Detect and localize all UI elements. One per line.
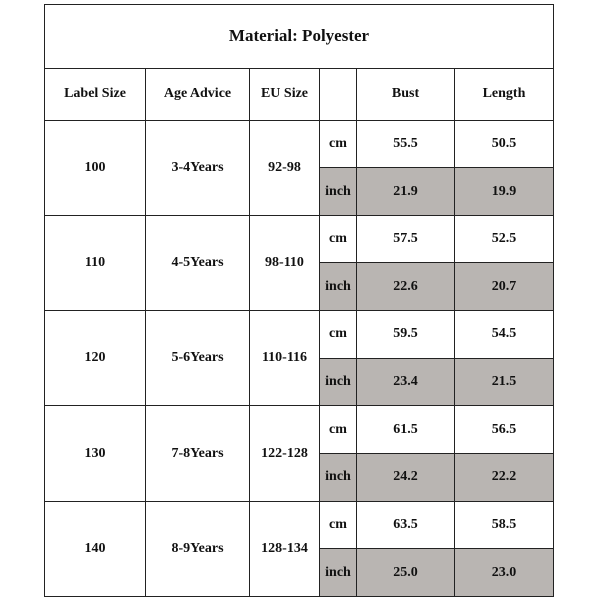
label-size-cell: 100 bbox=[45, 120, 146, 215]
header-age-advice: Age Advice bbox=[146, 68, 250, 120]
bust-inch-cell: 21.9 bbox=[357, 168, 455, 216]
bust-cm-cell: 59.5 bbox=[357, 311, 455, 359]
bust-cm-cell: 63.5 bbox=[357, 501, 455, 549]
age-advice-cell: 3-4Years bbox=[146, 120, 250, 215]
header-row bbox=[45, 68, 554, 120]
age-advice-cell: 5-6Years bbox=[146, 311, 250, 406]
label-size-cell: 120 bbox=[45, 311, 146, 406]
length-cm-cell: 58.5 bbox=[455, 501, 554, 549]
eu-size-cell: 110-116 bbox=[250, 311, 320, 406]
length-inch-cell: 23.0 bbox=[455, 549, 554, 597]
eu-size-cell: 122-128 bbox=[250, 406, 320, 501]
header-length: Length bbox=[455, 68, 554, 120]
bust-cm-cell: 57.5 bbox=[357, 215, 455, 263]
length-inch-cell: 22.2 bbox=[455, 454, 554, 502]
unit-inch-cell: inch bbox=[320, 549, 357, 597]
age-advice-cell: 7-8Years bbox=[146, 406, 250, 501]
length-inch-cell: 21.5 bbox=[455, 358, 554, 406]
bust-inch-cell: 25.0 bbox=[357, 549, 455, 597]
bust-cm-cell: 55.5 bbox=[357, 120, 455, 168]
bust-cm-cell: 61.5 bbox=[357, 406, 455, 454]
eu-size-cell: 128-134 bbox=[250, 501, 320, 596]
header-bust: Bust bbox=[357, 68, 455, 120]
unit-inch-cell: inch bbox=[320, 168, 357, 216]
label-size-cell: 110 bbox=[45, 215, 146, 310]
label-size-cell: 140 bbox=[45, 501, 146, 596]
eu-size-cell: 92-98 bbox=[250, 120, 320, 215]
length-cm-cell: 52.5 bbox=[455, 215, 554, 263]
unit-cm-cell: cm bbox=[320, 311, 357, 359]
length-cm-cell: 56.5 bbox=[455, 406, 554, 454]
length-cm-cell: 54.5 bbox=[455, 311, 554, 359]
age-advice-cell: 4-5Years bbox=[146, 215, 250, 310]
size-row-cm bbox=[45, 501, 554, 549]
bust-inch-cell: 23.4 bbox=[357, 358, 455, 406]
age-advice-cell: 8-9Years bbox=[146, 501, 250, 596]
label-size-cell: 130 bbox=[45, 406, 146, 501]
unit-inch-cell: inch bbox=[320, 358, 357, 406]
header-eu-size: EU Size bbox=[250, 68, 320, 120]
eu-size-cell: 98-110 bbox=[250, 215, 320, 310]
unit-cm-cell: cm bbox=[320, 120, 357, 168]
bust-inch-cell: 22.6 bbox=[357, 263, 455, 311]
unit-inch-cell: inch bbox=[320, 454, 357, 502]
size-chart-table bbox=[44, 4, 554, 597]
unit-inch-cell: inch bbox=[320, 263, 357, 311]
header-label-size: Label Size bbox=[45, 68, 146, 120]
unit-cm-cell: cm bbox=[320, 215, 357, 263]
size-row-cm bbox=[45, 120, 554, 168]
unit-cm-cell: cm bbox=[320, 406, 357, 454]
size-row-cm bbox=[45, 215, 554, 263]
length-inch-cell: 20.7 bbox=[455, 263, 554, 311]
header-unit bbox=[320, 68, 357, 120]
size-row-cm bbox=[45, 406, 554, 454]
unit-cm-cell: cm bbox=[320, 501, 357, 549]
size-row-cm bbox=[45, 311, 554, 359]
length-cm-cell: 50.5 bbox=[455, 120, 554, 168]
length-inch-cell: 19.9 bbox=[455, 168, 554, 216]
material-title: Material: Polyester bbox=[45, 5, 554, 69]
bust-inch-cell: 24.2 bbox=[357, 454, 455, 502]
